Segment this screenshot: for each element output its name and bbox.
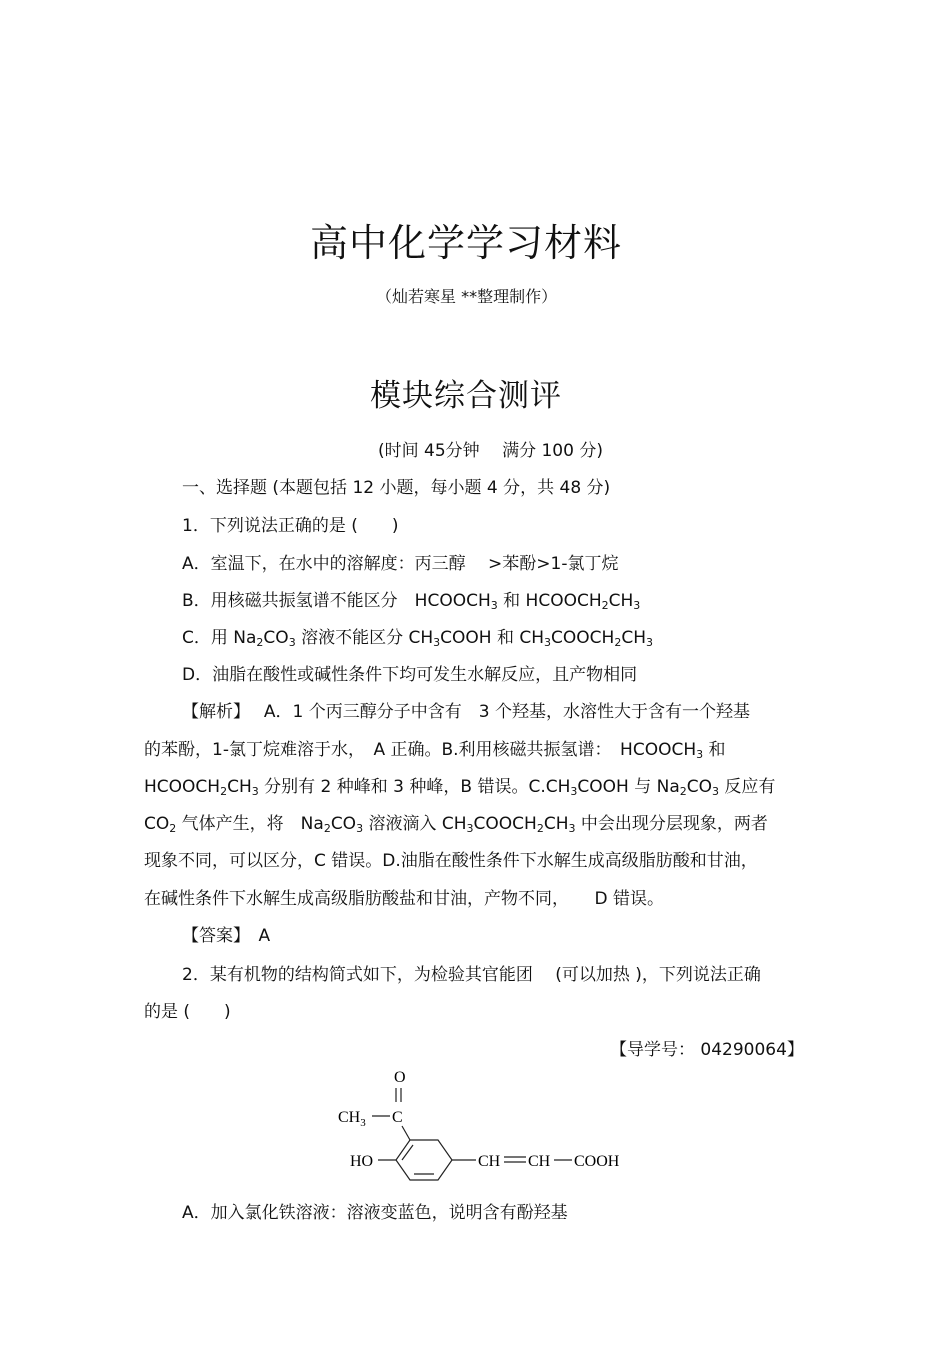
part-heading: 一、选择题 (本题包括 12 小题，每小题 4 分，共 48 分) (182, 478, 611, 498)
section-title: 模块综合测评 (370, 378, 562, 414)
q1-explanation-line-4: $CO_2$ 气体产生，将 $Na_2CO_3$ 溶液滴入 $CH_3COOCH_2CH_3$ 中会出现分层现象，两者 (144, 814, 768, 835)
q2-stem-line-2: 的是 ( ) (144, 1002, 231, 1022)
carbonyl-oxygen-label: O (394, 1069, 406, 1086)
carboxyl-label: COOH (574, 1153, 620, 1170)
q2-stem-line-1: 2．某有机物的结构简式如下，为检验其官能团 (可以加热 )，下列说法正确 (182, 965, 761, 985)
q1-explanation-line-1: 【解析】 A．1 个丙三醇分子中含有 3 个羟基，水溶性大于含有一个羟基 (182, 702, 750, 722)
q1-option-c: C．用 $Na_2CO_3$ 溶液不能区分 $CH_3COOH$ 和 $CH_3COOCH_2CH_3$ (182, 628, 653, 649)
hydroxyl-label: HO (350, 1153, 374, 1170)
q1-option-b: B．用核磁共振氢谱不能区分 $HCOOCH_3$ 和 $HCOOCH_2CH_3$ (182, 591, 641, 612)
carbonyl-carbon-label: C (392, 1109, 403, 1126)
exam-meta: (时间 45分钟 满分 100 分) (378, 441, 603, 461)
structural-formula (336, 1066, 636, 1186)
q1-answer: 【答案】 A (182, 926, 271, 946)
vinyl-ch-label-2: CH (528, 1153, 551, 1170)
q1-option-d: D．油脂在酸性或碱性条件下均可发生水解反应，且产物相同 (182, 665, 638, 685)
q1-option-a: A．室温下，在水中的溶解度：丙三醇 >苯酚>1-氯丁烷 (182, 554, 619, 574)
q1-stem: 1．下列说法正确的是 ( ) (182, 516, 399, 536)
q2-option-a: A．加入氯化铁溶液：溶液变蓝色，说明含有酚羟基 (182, 1203, 568, 1223)
q1-explanation-line-3: $HCOOCH_2CH_3$ 分别有 2 种峰和 3 种峰，B 错误。$C.CH_3COOH$ 与 $Na_2CO_3$ 反应有 (144, 777, 776, 798)
q1-explanation-line-6: 在碱性条件下水解生成高级脂肪酸盐和甘油，产物不同， D 错误。 (144, 889, 664, 909)
q1-explanation-line-5: 现象不同，可以区分，C 错误。D.油脂在酸性条件下水解生成高级脂肪酸和甘油， (144, 851, 758, 871)
guide-number: 【导学号： 04290064】 (610, 1040, 804, 1060)
page-title: 高中化学学习材料 (310, 221, 623, 265)
methyl-label: $CH_3$ (338, 1109, 366, 1129)
q1-explanation-line-2: 的苯酚，1-氯丁烷难溶于水， A 正确。B.利用核磁共振氢谱： $HCOOCH_3$ 和 (144, 740, 726, 761)
vinyl-ch-label-1: CH (478, 1153, 501, 1170)
page-subtitle: （灿若寒星 **整理制作） (376, 287, 558, 306)
